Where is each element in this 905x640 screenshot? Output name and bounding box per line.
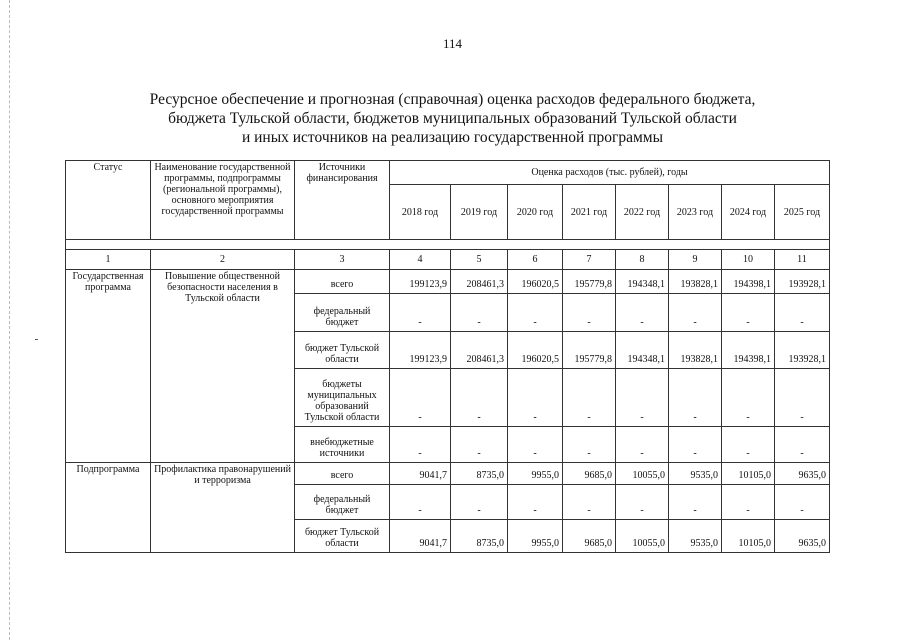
title-line-1: Ресурсное обеспечение и прогнозная (справочная) оценка расходов федерального бюджета, (149, 91, 756, 108)
column-number: 3 (295, 250, 390, 270)
row-status: Государственная программа (66, 270, 151, 463)
value-cell: - (669, 294, 722, 332)
value-cell: 10055,0 (616, 463, 669, 485)
header-year: 2023 год (669, 185, 722, 240)
value-cell: - (390, 294, 451, 332)
row-source: бюджет Тульской области (295, 520, 390, 553)
column-number: 11 (775, 250, 830, 270)
value-cell: - (775, 485, 830, 520)
value-cell: 9955,0 (508, 463, 563, 485)
column-number: 2 (151, 250, 295, 270)
budget-table (65, 160, 830, 553)
value-cell: 193928,1 (775, 332, 830, 369)
value-cell: 208461,3 (451, 270, 508, 294)
value-cell: - (722, 294, 775, 332)
row-source: всего (295, 463, 390, 485)
header-name: Наименование государственной программы, подпрограммы (региональной программы), основного мероприятия государственной программы (151, 161, 295, 240)
value-cell: - (390, 369, 451, 427)
value-cell: 199123,9 (390, 270, 451, 294)
value-cell: 9535,0 (669, 463, 722, 485)
row-program-name: Повышение общественной безопасности населения в Тульской области (151, 270, 295, 463)
value-cell: - (563, 427, 616, 463)
value-cell: 208461,3 (451, 332, 508, 369)
header-gap (66, 240, 830, 250)
row-source: бюджеты муниципальных образований Тульской области (295, 369, 390, 427)
value-cell: - (390, 485, 451, 520)
column-number: 1 (66, 250, 151, 270)
value-cell: - (775, 294, 830, 332)
document-title (100, 90, 805, 147)
value-cell: 9041,7 (390, 463, 451, 485)
value-cell: - (563, 485, 616, 520)
value-cell: - (508, 294, 563, 332)
value-cell: 195779,8 (563, 332, 616, 369)
value-cell: 10105,0 (722, 520, 775, 553)
header-sources: Источники финансирования (295, 161, 390, 240)
value-cell: 194398,1 (722, 332, 775, 369)
value-cell: 196020,5 (508, 270, 563, 294)
column-number: 4 (390, 250, 451, 270)
value-cell: 9955,0 (508, 520, 563, 553)
value-cell: 8735,0 (451, 520, 508, 553)
header-year: 2022 год (616, 185, 669, 240)
scan-mark (35, 339, 38, 340)
row-program-name: Профилактика правонарушений и терроризма (151, 463, 295, 553)
value-cell: - (669, 427, 722, 463)
column-number: 7 (563, 250, 616, 270)
value-cell: 195779,8 (563, 270, 616, 294)
value-cell: - (722, 369, 775, 427)
value-cell: - (616, 294, 669, 332)
row-source: бюджет Тульской области (295, 332, 390, 369)
row-source: федеральный бюджет (295, 294, 390, 332)
header-estimate: Оценка расходов (тыс. рублей), годы (390, 161, 830, 185)
header-year: 2019 год (451, 185, 508, 240)
value-cell: 9635,0 (775, 520, 830, 553)
header-year: 2025 год (775, 185, 830, 240)
value-cell: 9685,0 (563, 463, 616, 485)
value-cell: - (722, 485, 775, 520)
value-cell: - (508, 485, 563, 520)
row-source: всего (295, 270, 390, 294)
title-line-2: бюджета Тульской области, бюджетов муниципальных образований Тульской области (168, 110, 737, 127)
column-number: 10 (722, 250, 775, 270)
value-cell: 9685,0 (563, 520, 616, 553)
value-cell: - (563, 369, 616, 427)
value-cell: - (390, 427, 451, 463)
value-cell: - (508, 369, 563, 427)
value-cell: 9635,0 (775, 463, 830, 485)
value-cell: 10055,0 (616, 520, 669, 553)
value-cell: 10105,0 (722, 463, 775, 485)
value-cell: 194348,1 (616, 270, 669, 294)
value-cell: - (722, 427, 775, 463)
row-source: внебюджетные источники (295, 427, 390, 463)
value-cell: - (616, 427, 669, 463)
page-margin-line (9, 0, 10, 640)
page-number: 114 (442, 36, 463, 51)
title-line-3: и иных источников на реализацию государственной программы (241, 129, 664, 146)
value-cell: - (669, 485, 722, 520)
value-cell: - (451, 485, 508, 520)
value-cell: - (775, 369, 830, 427)
value-cell: 193828,1 (669, 332, 722, 369)
table-row (66, 270, 830, 294)
header-year: 2021 год (563, 185, 616, 240)
column-number: 9 (669, 250, 722, 270)
row-status: Подпрограмма (66, 463, 151, 553)
value-cell: 9041,7 (390, 520, 451, 553)
column-number: 5 (451, 250, 508, 270)
column-number: 8 (616, 250, 669, 270)
table-row (66, 463, 830, 485)
header-year: 2018 год (390, 185, 451, 240)
column-numbers-row (66, 250, 830, 270)
value-cell: 9535,0 (669, 520, 722, 553)
value-cell: 199123,9 (390, 332, 451, 369)
value-cell: 194348,1 (616, 332, 669, 369)
value-cell: - (616, 369, 669, 427)
header-year: 2024 год (722, 185, 775, 240)
value-cell: 193828,1 (669, 270, 722, 294)
value-cell: - (563, 294, 616, 332)
value-cell: 8735,0 (451, 463, 508, 485)
value-cell: - (451, 294, 508, 332)
column-number: 6 (508, 250, 563, 270)
value-cell: - (451, 369, 508, 427)
value-cell: - (616, 485, 669, 520)
value-cell: 196020,5 (508, 332, 563, 369)
row-source: федеральный бюджет (295, 485, 390, 520)
value-cell: 194398,1 (722, 270, 775, 294)
value-cell: - (775, 427, 830, 463)
value-cell: 193928,1 (775, 270, 830, 294)
header-status: Статус (66, 161, 151, 240)
value-cell: - (451, 427, 508, 463)
value-cell: - (669, 369, 722, 427)
header-year: 2020 год (508, 185, 563, 240)
value-cell: - (508, 427, 563, 463)
